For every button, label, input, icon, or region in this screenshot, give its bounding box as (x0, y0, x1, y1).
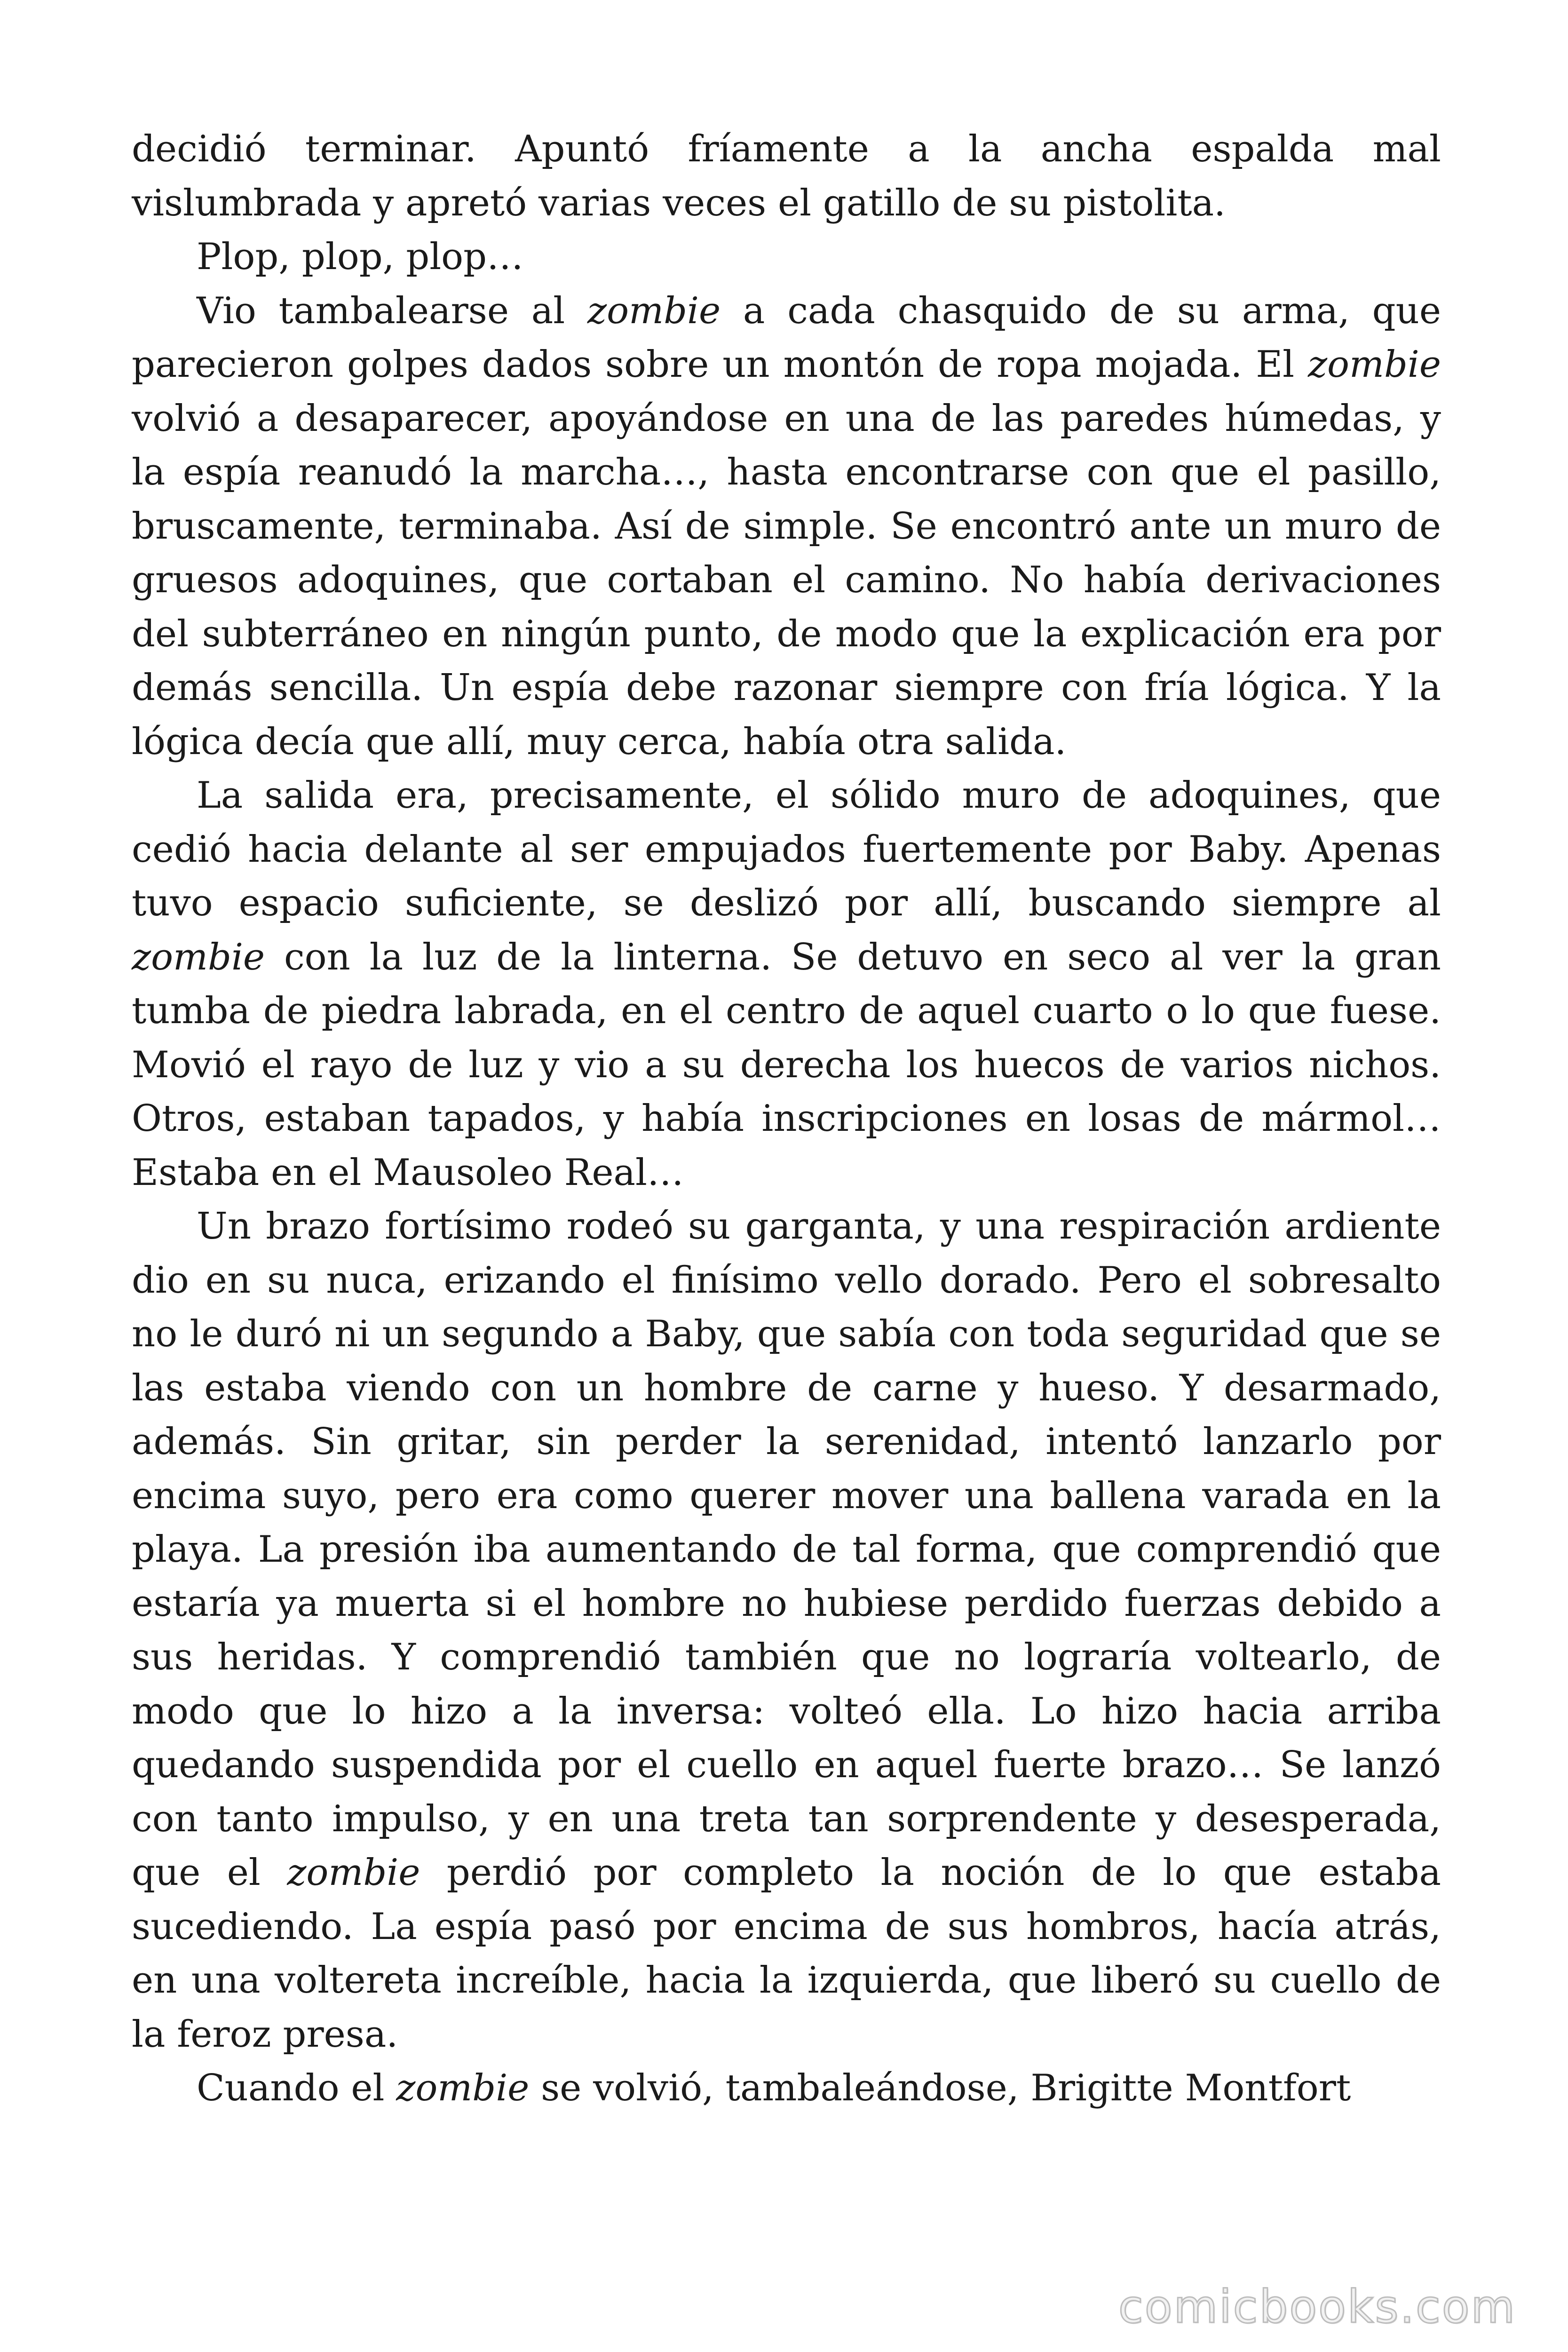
italic-word: zombie (396, 2067, 530, 2109)
italic-word: zombie (287, 1851, 420, 1894)
watermark-logo: comicbooks.com (1118, 2280, 1516, 2333)
paragraph-3: Vio tambalearse al zombie a cada chasquido de su arma, que parecieron golpes dados sobre un montón de ropa mojada. El zombie volvió a desaparecer, apoyándose en una de las paredes húmedas, y la espía reanudó la marcha…, hasta encontrarse con que el pasillo, bruscamente, terminaba. Así de simple. Se encontró ante un muro de gruesos adoquines, que cortaban el camino. No había derivaciones del subterráneo en ningún punto, de modo que la explicación era por demás sencilla. Un espía debe razonar siempre con fría lógica. Y la lógica decía que allí, muy cerca, había otra salida. (132, 289, 1441, 763)
paragraph-1: decidió terminar. Apuntó fríamente a la ancha espalda mal vislumbrada y apretó varias veces el gatillo de su pistolita. (132, 128, 1441, 224)
italic-word: zombie (587, 289, 721, 332)
italic-word: zombie (132, 936, 265, 978)
paragraph-6: Cuando el zombie se volvió, tambaleándose, Brigitte Montfort (197, 2067, 1351, 2109)
paragraph-4: La salida era, precisamente, el sólido muro de adoquines, que cedió hacia delante al ser empujados fuertemente por Baby. Apenas tuvo espacio suficiente, se deslizó por allí, buscando siempre al zombie con la luz de la linterna. Se detuvo en seco al ver la gran tumba de piedra labrada, en el centro de aquel cuarto o lo que fuese. Movió el rayo de luz y vio a su derecha los huecos de varios nichos. Otros, estaban tapados, y había inscripciones en losas de mármol… Estaba en el Mausoleo Real… (132, 774, 1441, 1194)
italic-word: zombie (1307, 343, 1441, 386)
paragraph-2: Plop, plop, plop… (197, 236, 524, 278)
paragraph-5: Un brazo fortísimo rodeó su garganta, y una respiración ardiente dio en su nuca, erizando el finísimo vello dorado. Pero el sobresalto no le duró ni un segundo a Baby, que sabía con toda seguridad que se las estaba viendo con un hombre de carne y hueso. Y desarmado, además. Sin gritar, sin perder la serenidad, intentó lanzarlo por encima suyo, pero era como querer mover una ballena varada en la playa. La presión iba aumentando de tal forma, que comprendió que estaría ya muerta si el hombre no hubiese perdido fuerzas debido a sus heridas. Y comprendió también que no lograría voltearlo, de modo que lo hizo a la inversa: volteó ella. Lo hizo hacia arriba quedando suspendida por el cuello en aquel fuerte brazo… Se lanzó con tanto impulso, y en una treta tan sorprendente y desesperada, que el zombie perdió por completo la noción de lo que estaba sucediendo. La espía pasó por encima de sus hombros, hacía atrás, en una voltereta increíble, hacia la izquierda, que liberó su cuello de la feroz presa. (132, 1205, 1441, 2056)
page-text (132, 122, 1441, 2115)
